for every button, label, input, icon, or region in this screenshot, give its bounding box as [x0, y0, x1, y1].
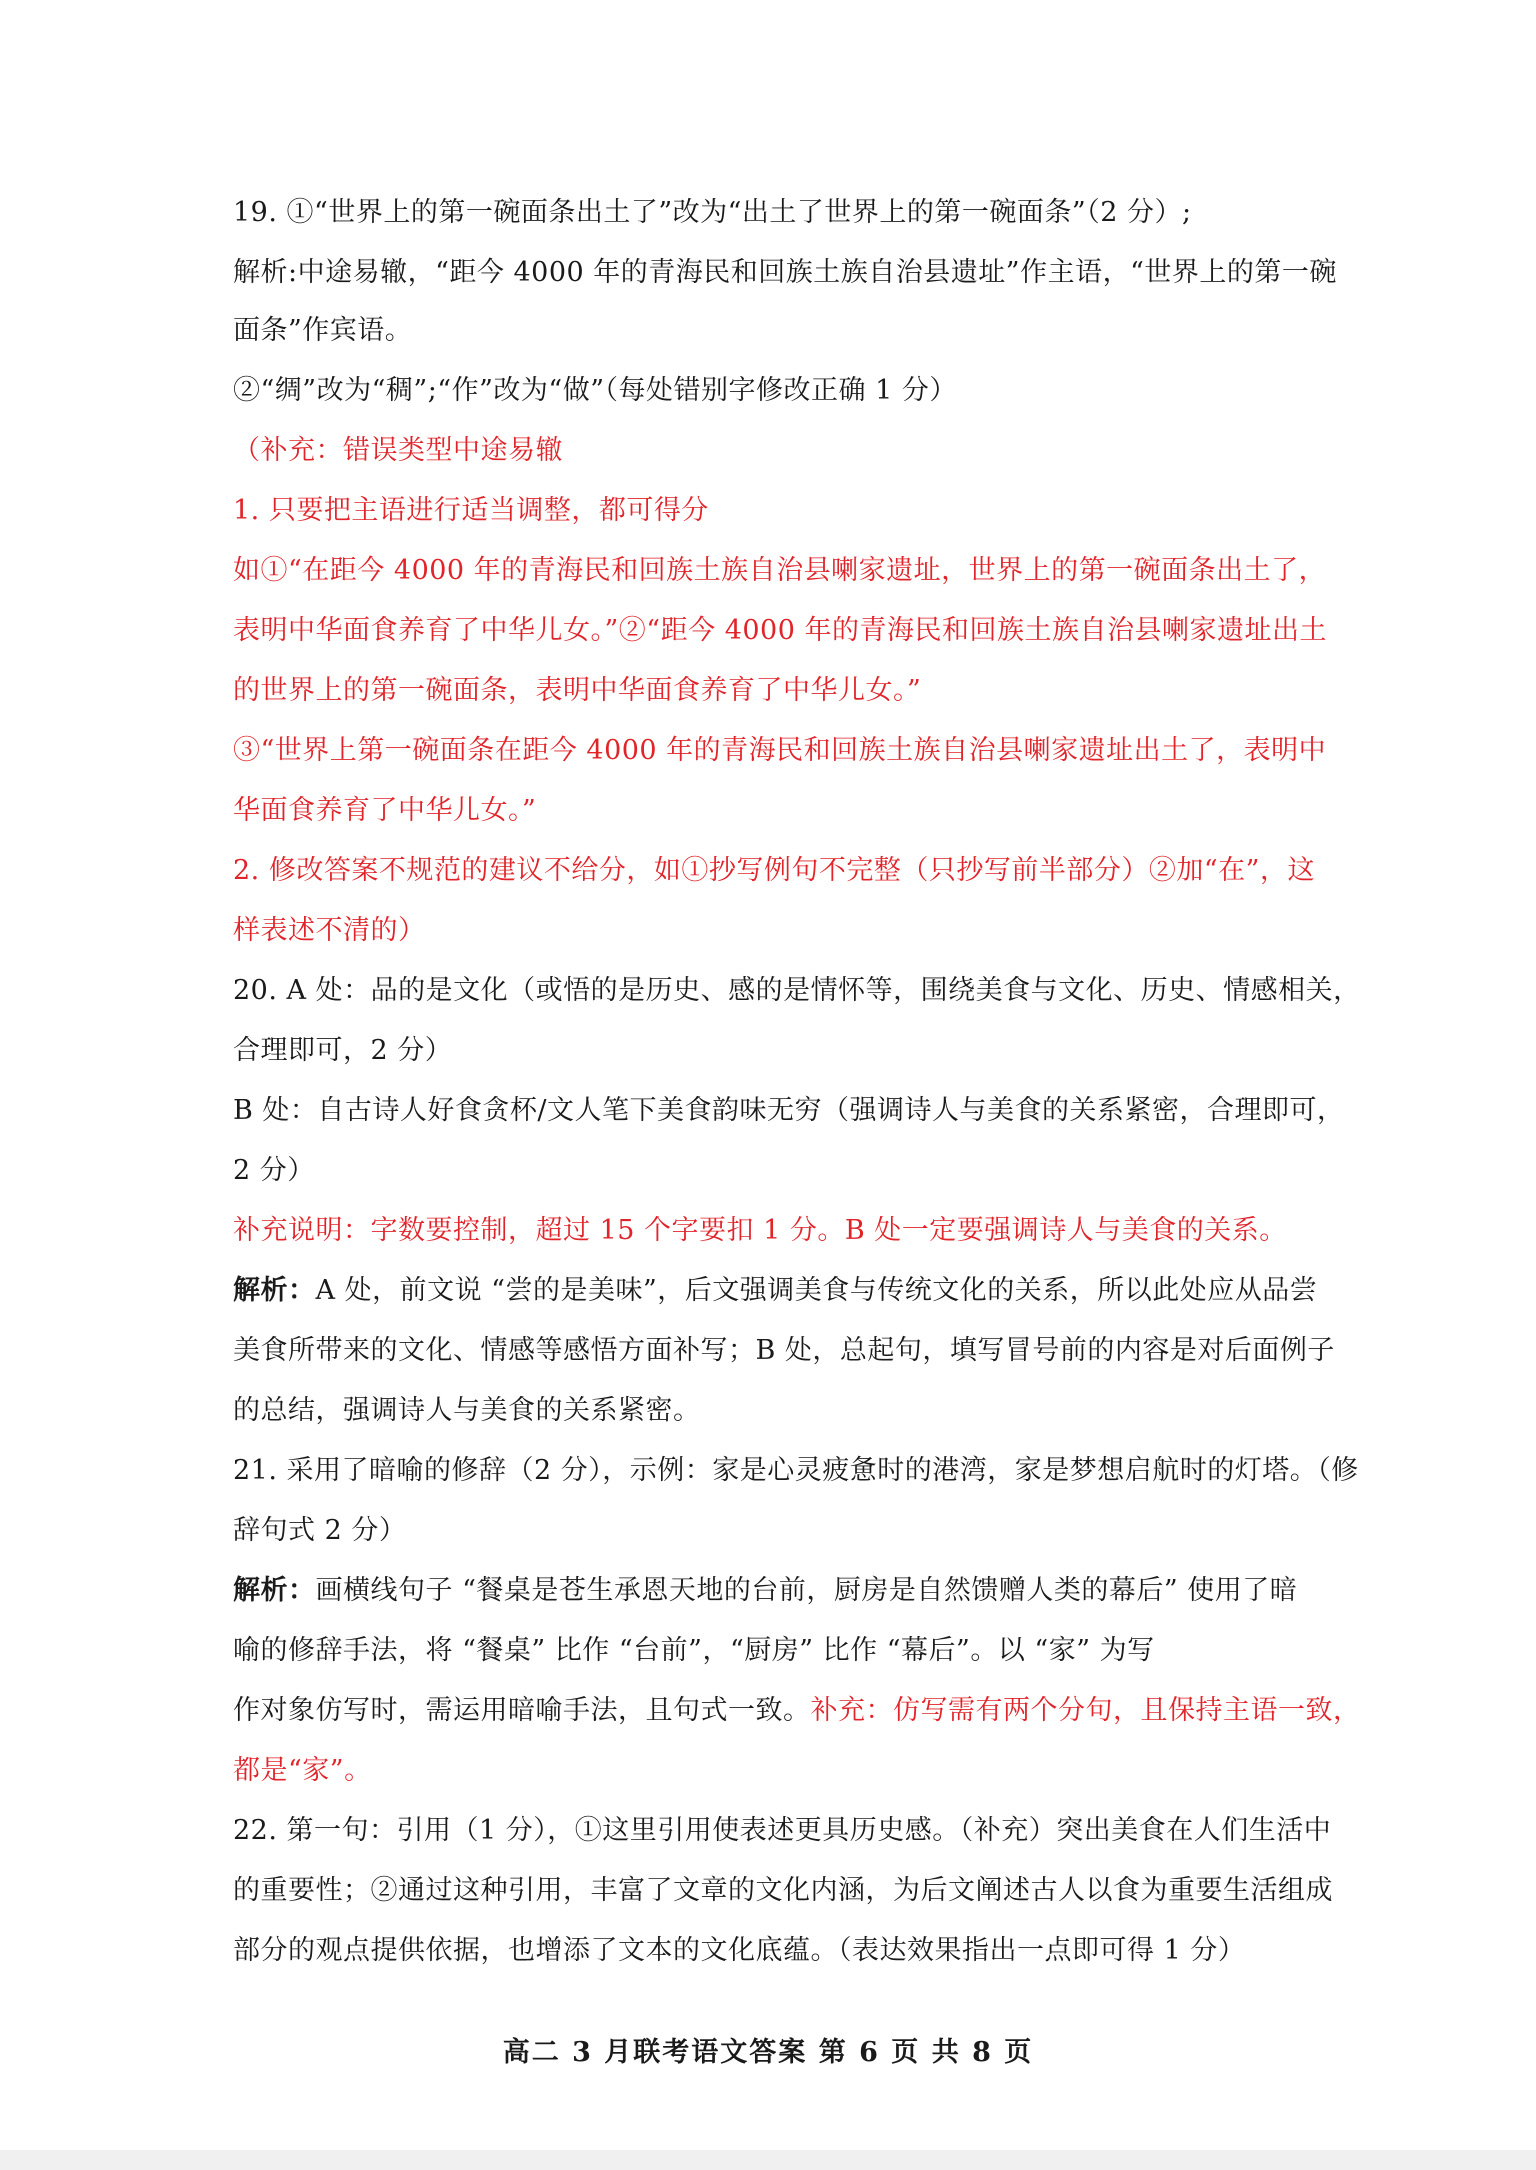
q21-analysis-text: 画横线句子 “餐桌是苍生承恩天地的台前，厨房是自然馈赠人类的幕后” 使用了暗	[315, 1575, 1298, 1606]
q22-answer-line-2: 的重要性；②通过这种引用，丰富了文章的文化内涵，为后文阐述古人以食为重要生活组成	[233, 1875, 1333, 1906]
q21-supplement-note-cont: 都是“家”。	[233, 1755, 372, 1786]
analysis-label: 解析：	[233, 1575, 316, 1606]
page-footer: 高二 3 月联考语文答案 第 6 页 共 8 页	[502, 2037, 1034, 2068]
q19-supplement-point-2-cont: 样表述不清的）	[233, 915, 426, 946]
q20-analysis-line-1	[233, 1274, 1317, 1308]
q19-example-line-1: 如①“在距今 4000 年的青海民和回族土族自治县喇家遗址，世界上的第一碗面条出土了，	[233, 555, 1327, 586]
q19-analysis-line-2: 面条”作宾语。	[233, 315, 413, 346]
q20-answer-b-line-1: B 处：自古诗人好食贪杯/文人笔下美食韵味无穷（强调诗人与美食的关系紧密，合理即可，	[233, 1095, 1345, 1126]
q19-typo-line: ②“绸”改为“稠”;“作”改为“做”（每处错别字修改正确 1 分）	[233, 375, 957, 406]
q20-supplement-note: 补充说明：字数要控制，超过 15 个字要扣 1 分。B 处一定要强调诗人与美食的关系。	[233, 1215, 1287, 1246]
q19-supplement-heading: （补充：错误类型中途易辙	[233, 435, 563, 466]
q21-analysis-text: 作对象仿写时，需运用暗喻手法，且句式一致。	[233, 1695, 811, 1726]
q22-answer-line-1: 22. 第一句：引用（1 分），①这里引用使表述更具历史感。（补充）突出美食在人们生活中	[233, 1815, 1332, 1846]
q21-supplement-note: 补充：仿写需有两个分句，且保持主语一致，	[810, 1695, 1361, 1726]
q19-example-line-5: 华面食养育了中华儿女。”	[233, 795, 537, 826]
q19-example-line-2: 表明中华面食养育了中华儿女。”②“距今 4000 年的青海民和回族土族自治县喇家遗址出土	[233, 615, 1327, 646]
q21-analysis-line-2: 喻的修辞手法，将 “餐桌” 比作 “台前”，“厨房” 比作 “幕后”。以 “家” 为写	[233, 1635, 1155, 1666]
q21-analysis-line-3	[233, 1694, 1361, 1728]
q19-example-line-3: 的世界上的第一碗面条，表明中华面食养育了中华儿女。”	[233, 675, 922, 706]
q20-answer-a-line-2: 合理即可，2 分）	[233, 1035, 453, 1066]
q19-example-line-4: ③“世界上第一碗面条在距今 4000 年的青海民和回族土族自治县喇家遗址出土了，表明中	[233, 735, 1327, 766]
q20-answer-b-line-2: 2 分）	[233, 1155, 315, 1186]
q19-supplement-point-2: 2. 修改答案不规范的建议不给分，如①抄写例句不完整（只抄写前半部分）②加“在”，这	[233, 855, 1315, 886]
scan-bottom-edge	[0, 2150, 1536, 2170]
q21-answer-line-1: 21. 采用了暗喻的修辞（2 分），示例：家是心灵疲惫时的港湾，家是梦想启航时的灯塔。（修	[233, 1455, 1359, 1486]
q21-answer-line-2: 辞句式 2 分）	[233, 1515, 407, 1546]
q20-analysis-line-2: 美食所带来的文化、情感等感悟方面补写；B 处，总起句，填写冒号前的内容是对后面例子	[233, 1335, 1335, 1366]
analysis-label: 解析：	[233, 1275, 316, 1306]
q20-analysis-line-3: 的总结，强调诗人与美食的关系紧密。	[233, 1395, 701, 1426]
q20-answer-a-line-1: 20. A 处：品的是文化（或悟的是历史、感的是情怀等，围绕美食与文化、历史、情感相关，	[233, 975, 1361, 1006]
q19-supplement-point-1: 1. 只要把主语进行适当调整，都可得分	[233, 495, 709, 526]
q20-analysis-text: A 处，前文说 “尝的是美味”，后文强调美食与传统文化的关系，所以此处应从品尝	[315, 1275, 1318, 1306]
q22-answer-line-3: 部分的观点提供依据，也增添了文本的文化底蕴。（表达效果指出一点即可得 1 分）	[233, 1935, 1246, 1966]
q21-analysis-line-1	[233, 1574, 1297, 1608]
q19-answer-line: 19. ①“世界上的第一碗面条出土了”改为“出土了世界上的第一碗面条”（2 分）;	[233, 197, 1192, 228]
q19-analysis-line-1: 解析:中途易辙，“距今 4000 年的青海民和回族土族自治县遗址”作主语，“世界上的第一碗	[233, 257, 1337, 288]
